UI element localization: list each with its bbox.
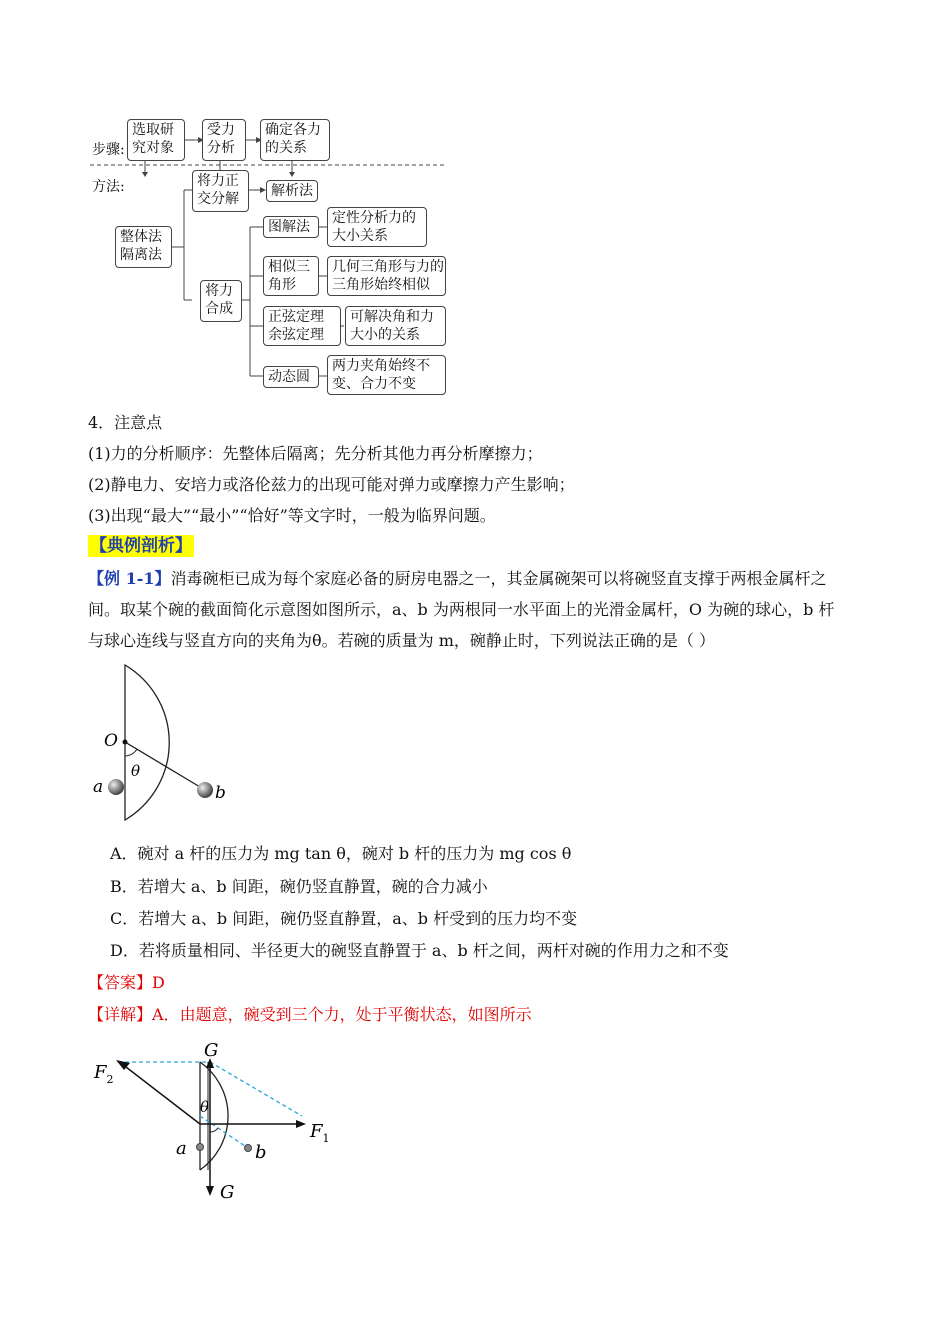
- section-title-text: 【典例剖析】: [90, 536, 192, 556]
- example-tag: 【例 1-1】: [88, 569, 171, 588]
- step-force-relations: [260, 119, 330, 161]
- note-item-2: (2)静电力、安培力或洛伦兹力的出现可能对弹力或摩擦力产生影响；: [88, 475, 575, 494]
- answer-tag: 【答案】: [88, 973, 153, 992]
- label-G-top: G: [204, 1040, 219, 1061]
- arrowhead-G-down: [206, 1186, 214, 1196]
- rod2-a: [197, 1144, 204, 1151]
- graph-desc-line1: 定性分析力的: [332, 210, 416, 226]
- whole-isolation-method: [115, 226, 172, 268]
- methods-label: 方法:: [92, 179, 125, 195]
- example-line-1: [88, 568, 827, 590]
- bowl-figure: [88, 660, 238, 825]
- arrowhead-F1: [296, 1120, 306, 1128]
- angle2-arc: [210, 1128, 218, 1132]
- step1-line1: 选取研: [132, 122, 174, 138]
- steps-label: 步骤:: [92, 142, 125, 158]
- compose-line1: 将力: [205, 283, 233, 299]
- dyn-desc-line1: 两力夹角始终不: [332, 358, 430, 374]
- sine-desc-line2: 大小的关系: [350, 327, 420, 343]
- graph-desc-line2: 大小关系: [332, 228, 388, 244]
- option-c: C．若增大 a、b 间距，碗仍竖直静置，a、b 杆受到的压力均不变: [110, 909, 578, 928]
- analytic-method: 解析法: [266, 180, 318, 202]
- force-diagram: [88, 1036, 348, 1211]
- step1-line2: 究对象: [132, 140, 174, 156]
- graphical-method: 图解法: [263, 216, 319, 238]
- force-composition: [200, 280, 242, 322]
- sine-cosine-law: [263, 306, 341, 346]
- rod-a: [108, 779, 124, 795]
- explain-text: A．由题意，碗受到三个力，处于平衡状态，如图所示: [152, 1005, 532, 1024]
- step-select-object: [127, 119, 185, 161]
- similar-triangle-desc: [327, 256, 446, 296]
- label-a2: a: [176, 1138, 187, 1159]
- step3-line1: 确定各力: [265, 122, 321, 138]
- label-G-bottom: G: [220, 1182, 235, 1203]
- explain-tag: 【详解】: [88, 1005, 153, 1024]
- angle-arc: [125, 749, 137, 756]
- label-b: b: [215, 783, 226, 803]
- note-item-3: (3)出现“最大”“最小”“恰好”等文字时，一般为临界问题。: [88, 506, 496, 525]
- sine-cosine-desc: [345, 306, 446, 346]
- label-F1: $F_1$: [310, 1121, 330, 1145]
- example-text-1: 消毒碗柜已成为每个家庭必备的厨房电器之一，其金属碗架可以将碗竖直支撑于两根金属杆之: [170, 569, 827, 588]
- sine-desc-line1: 可解决角和力: [350, 309, 434, 325]
- sine-line2: 余弦定理: [268, 327, 324, 343]
- example-line-2: 间。取某个碗的截面简化示意图如图所示，a、b 为两根同一水平面上的光滑金属杆，O 为碗的球心，b 杆: [88, 600, 835, 619]
- similar-triangle-method: [263, 256, 319, 296]
- notes-heading: 4．注意点: [88, 413, 163, 432]
- bowl-outline: [125, 665, 169, 820]
- compose-line2: 合成: [205, 301, 233, 317]
- step2-line1: 受力: [207, 122, 235, 138]
- label-F2: $F_2$: [94, 1062, 114, 1086]
- rod-b: [197, 782, 213, 798]
- orthogonal-decomposition: [192, 170, 249, 212]
- answer-line: [88, 972, 165, 994]
- label-a: a: [93, 777, 104, 797]
- rod2-b: [245, 1145, 252, 1152]
- similar-desc-line2: 三角形始终相似: [332, 277, 430, 293]
- ortho-line2: 交分解: [197, 191, 239, 207]
- center-point: [123, 740, 128, 745]
- step2-line2: 分析: [207, 140, 235, 156]
- section-title: [88, 535, 194, 557]
- answer-value: D: [152, 973, 165, 992]
- dashed-line-radius: [200, 1116, 248, 1148]
- arrow-F2: [122, 1064, 200, 1124]
- label-theta2: θ: [200, 1098, 210, 1116]
- dashed-line-diagonal: [210, 1062, 302, 1116]
- label-theta: θ: [131, 762, 141, 780]
- option-b: B．若增大 a、b 间距，碗仍竖直静置，碗的合力减小: [110, 877, 488, 896]
- graphical-method-desc: [327, 207, 427, 247]
- example-line-3: 与球心连线与竖直方向的夹角为θ。若碗的质量为 m，碗静止时，下列说法正确的是（ ）: [88, 631, 715, 650]
- dynamic-circle-desc: [327, 355, 446, 395]
- step-force-analysis: [202, 119, 246, 161]
- note-item-1: (1)力的分析顺序：先整体后隔离；先分析其他力再分析摩擦力；: [88, 444, 543, 463]
- similar-line1: 相似三: [268, 259, 310, 275]
- dyn-desc-line2: 变、合力不变: [332, 376, 416, 392]
- bowl2-outline: [200, 1062, 228, 1170]
- ortho-line1: 将力正: [197, 173, 239, 189]
- whole-line1: 整体法: [120, 229, 162, 245]
- option-a: A．碗对 a 杆的压力为 mg tan θ，碗对 b 杆的压力为 mg cos θ: [110, 844, 572, 863]
- sine-line1: 正弦定理: [268, 309, 324, 325]
- whole-line2: 隔离法: [120, 247, 162, 263]
- similar-line2: 角形: [268, 277, 296, 293]
- label-b2: b: [255, 1142, 267, 1163]
- explain-line: [88, 1004, 532, 1026]
- similar-desc-line1: 几何三角形与力的: [332, 259, 444, 275]
- dynamic-circle-method: 动态圆: [263, 366, 319, 388]
- step3-line2: 的关系: [265, 140, 307, 156]
- option-d: D．若将质量相同、半径更大的碗竖直静置于 a、b 杆之间，两杆对碗的作用力之和不变: [110, 941, 729, 960]
- label-O: O: [104, 731, 118, 751]
